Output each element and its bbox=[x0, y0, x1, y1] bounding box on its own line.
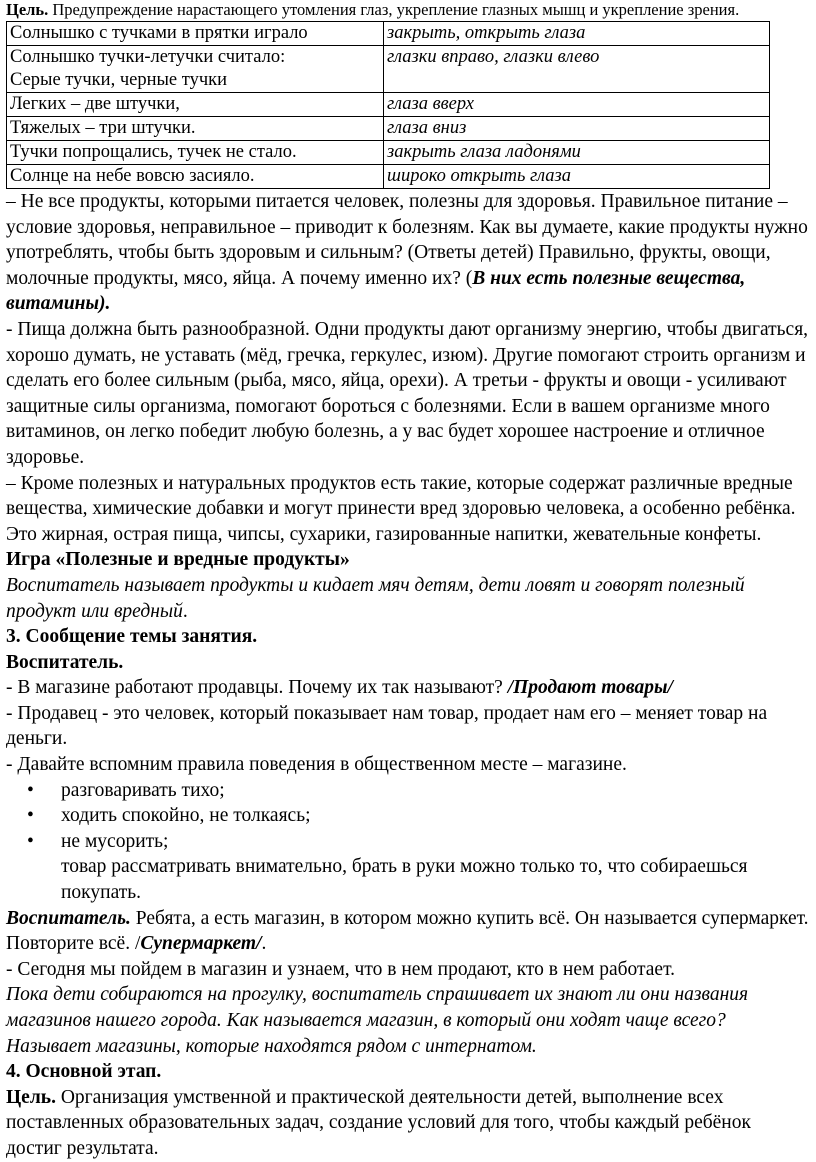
paragraph-variety: - Пища должна быть разнообразной. Одни продукты дают организму энергию, чтобы двигаться, хорошо думать, не уставать (мёд, гречка, геркулес, изюм). Другие помогают строить организм и сделать его более сильным (рыба, мясо, яйца, орехи). А третьи - фрукты и овощи - усиливают защитные силы организма, помогают бороться с болезнями. Если в вашем организме много витаминов, он легко победит любую болезнь, а у вас будет хорошее настроение и отличное здоровье. bbox=[6, 318, 809, 468]
speaker-label: Воспитатель. bbox=[6, 907, 131, 929]
bullet-icon: • bbox=[27, 805, 34, 827]
table-row bbox=[7, 141, 770, 165]
section3-heading: 3. Сообщение темы занятия. bbox=[6, 626, 258, 648]
rule-text: ходить спокойно, не толкаясь; bbox=[61, 805, 311, 827]
goal-text: Предупреждение нарастающего утомления глаз, укрепление глазных мышц и укрепление зрения. bbox=[48, 0, 740, 19]
section4-goal bbox=[6, 1085, 810, 1162]
food-answer: В них есть полезные вещества, витамины). bbox=[6, 267, 746, 315]
exercise-words-cell: Тучки попрощались, тучек не стало. bbox=[7, 141, 384, 165]
table-row bbox=[7, 117, 770, 141]
section3-line2: - Продавец - это человек, который показывает нам товар, продает нам его – меняет товар на деньги. bbox=[6, 702, 768, 750]
exercise-action-cell: глаза вниз bbox=[384, 117, 770, 141]
section3-speaker: Воспитатель. bbox=[6, 651, 124, 673]
exercise-words-cell: Солнышко тучки-летучки считало: Серые тучки, черные тучки bbox=[7, 46, 384, 93]
eye-exercise-table bbox=[6, 21, 770, 189]
exercise-action-cell: глазки вправо, глазки влево bbox=[384, 46, 770, 93]
bullet-icon: • bbox=[27, 779, 34, 801]
list-item bbox=[27, 778, 810, 804]
table-row bbox=[7, 165, 770, 189]
exercise-words-cell: Легких – две штучки, bbox=[7, 93, 384, 117]
supermarket-end: . bbox=[261, 933, 267, 955]
list-item bbox=[27, 803, 810, 829]
section4-goal-text: Организация умственной и практической деятельности детей, выполнение всех поставленных образовательных задач, создание условий для того, чтобы каждый ребёнок достиг результата. bbox=[6, 1086, 751, 1159]
paragraph-food bbox=[6, 189, 810, 317]
game-description: Воспитатель называет продукты и кидает мяч детям, дети ловят и говорят полезный продукт или вредный bbox=[6, 574, 745, 622]
exercise-action-cell: широко открыть глаза bbox=[384, 165, 770, 189]
section3-question bbox=[6, 675, 810, 701]
rule-text: разговаривать тихо; bbox=[61, 779, 225, 801]
table-row bbox=[7, 93, 770, 117]
exercise-words-cell: Солнце на небе вовсю засияло. bbox=[7, 165, 384, 189]
paragraph-harmful: – Кроме полезных и натуральных продуктов есть такие, которые содержат различные вредные вещества, химические добавки и могут принести вред здоровью человека, а особенно ребёнка. Это жирная, острая пища, чипсы, сухарики, газированные напитки, жевательные конфеты. bbox=[6, 472, 796, 545]
exercise-action-cell: закрыть, открыть глаза bbox=[384, 22, 770, 46]
list-item bbox=[27, 829, 810, 855]
goal-label: Цель. bbox=[6, 0, 49, 19]
supermarket-answer: Супермаркет/ bbox=[140, 933, 262, 955]
exercise-words-cell: Тяжелых – три штучки. bbox=[7, 117, 384, 141]
question-text: - В магазине работают продавцы. Почему их так называют? bbox=[6, 677, 508, 699]
exercise-action-cell: закрыть глаза ладонями bbox=[384, 141, 770, 165]
section3-supermarket bbox=[6, 906, 810, 957]
rules-continuation: товар рассматривать внимательно, брать в руки можно только то, что собираешься покупать. bbox=[61, 856, 748, 904]
game-description-end: . bbox=[182, 600, 188, 622]
exercise-words-cell: Солнышко с тучками в прятки играло bbox=[7, 22, 384, 46]
exercise-action-cell: глаза вверх bbox=[384, 93, 770, 117]
food-text: – Не все продукты, которыми питается человек, полезны для здоровья. Правильное питание – условие здоровья, неправильное – приводит к болезням. Как вы думаете, какие продукты нужно употреблять, чтобы быть здоровым и сильным? (Ответы детей) Правильно, фрукты, овощи, молочные продукты, мясо, яйца. А почему именно их? ( bbox=[6, 191, 808, 289]
goal-paragraph bbox=[6, 0, 810, 20]
section3-line5: - Сегодня мы пойдем в магазин и узнаем, что в нем продают, кто в нем работает. bbox=[6, 958, 676, 980]
table-row bbox=[7, 46, 770, 93]
section4-heading: 4. Основной этап. bbox=[6, 1061, 162, 1083]
question-answer: /Продают товары/ bbox=[507, 677, 673, 699]
section3-italic-note: Пока дети собираются на прогулку, воспитатель спрашивает их знают ли они названия магазинов нашего города. Как называется магазин, в который они ходят чаще всего? Называет магазины, которые находятся рядом с интернатом. bbox=[6, 984, 749, 1057]
table-row bbox=[7, 22, 770, 46]
bullet-icon: • bbox=[27, 830, 34, 852]
section3-line3: - Давайте вспомним правила поведения в общественном месте – магазине. bbox=[6, 754, 627, 776]
rule-text: не мусорить; bbox=[61, 830, 169, 852]
rules-list bbox=[6, 778, 810, 855]
supermarket-text: Ребята, а есть магазин, в котором можно купить всё. Он называется супермаркет. Повторите всё. / bbox=[6, 907, 809, 955]
game-description-paragraph bbox=[6, 573, 810, 624]
game-title: Игра «Полезные и вредные продукты» bbox=[6, 549, 350, 571]
section4-goal-label: Цель. bbox=[6, 1086, 56, 1108]
